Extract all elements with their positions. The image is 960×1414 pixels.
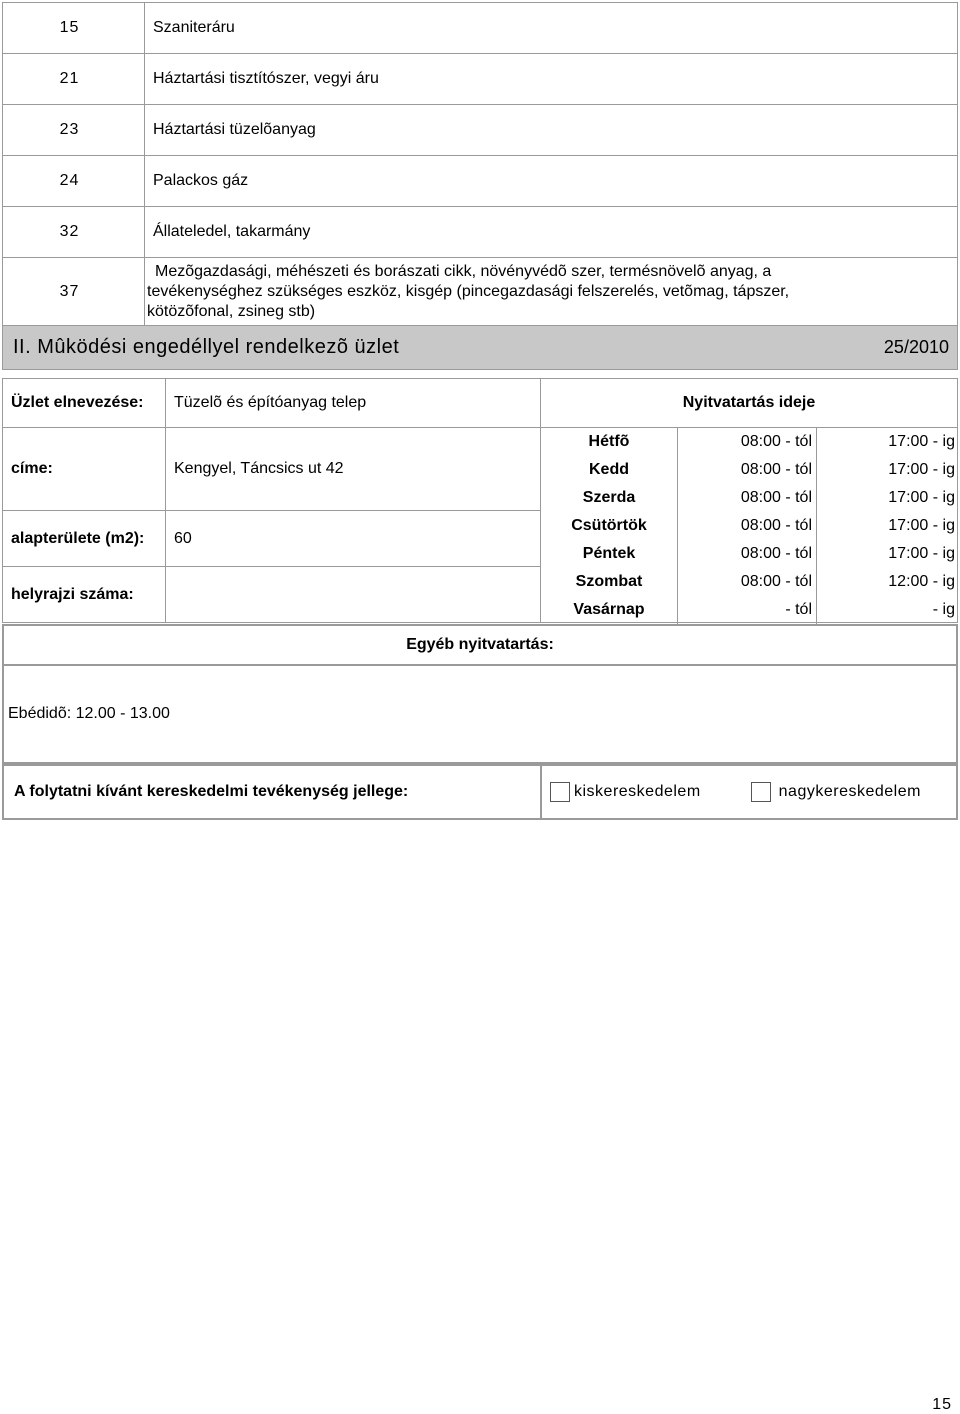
category-name: Palackos gáz bbox=[153, 172, 249, 189]
category-name-line: kötözõfonal, zsineg stb) bbox=[147, 303, 316, 320]
schedule-to: 17:00 - ig bbox=[888, 461, 955, 478]
schedule-from: - tól bbox=[678, 596, 817, 624]
other-hours-value: Ebédidõ: 12.00 - 13.00 bbox=[8, 705, 170, 722]
category-name bbox=[145, 258, 957, 326]
category-code: 23 bbox=[3, 105, 145, 155]
other-hours-box bbox=[2, 624, 958, 764]
schedule-to: 17:00 - ig bbox=[888, 433, 955, 450]
store-name-value: Tüzelõ és építóanyag telep bbox=[165, 378, 541, 428]
section-title: II. Mûködési engedéllyel rendelkezõ üzlet bbox=[13, 336, 400, 358]
schedule-to: 17:00 - ig bbox=[888, 517, 955, 534]
address-label: címe: bbox=[2, 427, 166, 511]
schedule-row bbox=[541, 596, 957, 624]
page-number: 15 bbox=[932, 1396, 952, 1413]
schedule-day: Hétfõ bbox=[541, 428, 678, 456]
table-row bbox=[2, 53, 958, 104]
table-row bbox=[2, 206, 958, 257]
category-code: 32 bbox=[3, 207, 145, 257]
store-name-label: Üzlet elnevezése: bbox=[2, 378, 166, 428]
section-date: 25/2010 bbox=[883, 337, 949, 357]
address-value: Kengyel, Táncsics ut 42 bbox=[165, 427, 541, 511]
schedule-to: 17:00 - ig bbox=[888, 489, 955, 506]
category-name: Háztartási tüzelõanyag bbox=[153, 121, 316, 138]
category-code: 15 bbox=[3, 3, 145, 53]
schedule-from: 08:00 - tól bbox=[678, 568, 817, 596]
category-code: 21 bbox=[3, 54, 145, 104]
schedule-from: 08:00 - tól bbox=[678, 512, 817, 540]
category-name: Háztartási tisztítószer, vegyi áru bbox=[153, 70, 379, 87]
category-code: 24 bbox=[3, 156, 145, 206]
schedule-from: 08:00 - tól bbox=[678, 540, 817, 568]
schedule-row bbox=[541, 568, 957, 596]
schedule-day: Szerda bbox=[541, 484, 678, 512]
table-row bbox=[2, 104, 958, 155]
schedule-to: 12:00 - ig bbox=[888, 573, 955, 590]
schedule-row bbox=[541, 428, 957, 456]
schedule-from: 08:00 - tól bbox=[678, 428, 817, 456]
activity-label: A folytatni kívánt kereskedelmi tevékenység jellege: bbox=[2, 764, 542, 820]
schedule-row bbox=[541, 484, 957, 512]
category-name-line: Mezõgazdasági, méhészeti és borászati cikk, növényvédõ szer, termésnövelõ anyag, a bbox=[155, 263, 772, 280]
opening-hours-schedule bbox=[540, 427, 958, 623]
lot-value bbox=[165, 566, 541, 623]
wholesale-checkbox[interactable] bbox=[751, 782, 771, 802]
schedule-day: Szombat bbox=[541, 568, 678, 596]
section-header bbox=[2, 325, 958, 370]
retail-checkbox[interactable] bbox=[550, 782, 570, 802]
hours-title: Nyitvatartás ideje bbox=[540, 378, 958, 428]
category-name: Állateledel, takarmány bbox=[153, 223, 311, 240]
table-row bbox=[2, 155, 958, 206]
area-value: 60 bbox=[165, 510, 541, 567]
schedule-from: 08:00 - tól bbox=[678, 484, 817, 512]
area-label: alapterülete (m2): bbox=[2, 510, 166, 567]
schedule-row bbox=[541, 456, 957, 484]
schedule-day: Péntek bbox=[541, 540, 678, 568]
schedule-day: Kedd bbox=[541, 456, 678, 484]
category-name: Szaniteráru bbox=[153, 19, 235, 36]
schedule-row bbox=[541, 540, 957, 568]
table-row bbox=[2, 2, 958, 53]
schedule-day: Vasárnap bbox=[541, 596, 678, 624]
activity-options bbox=[540, 764, 958, 820]
retail-label: kiskereskedelem bbox=[574, 783, 701, 800]
schedule-from: 08:00 - tól bbox=[678, 456, 817, 484]
schedule-row bbox=[541, 512, 957, 540]
table-row bbox=[2, 257, 958, 327]
schedule-to: - ig bbox=[932, 601, 955, 618]
category-code: 37 bbox=[3, 258, 145, 326]
schedule-to: 17:00 - ig bbox=[888, 545, 955, 562]
other-hours-label: Egyéb nyitvatartás: bbox=[4, 626, 956, 666]
category-name-line: tevékenységhez szükséges eszköz, kisgép (pincegazdasági felszerelés, vetõmag, tápszer, bbox=[147, 283, 790, 300]
wholesale-label: nagykereskedelem bbox=[778, 783, 921, 800]
schedule-day: Csütörtök bbox=[541, 512, 678, 540]
lot-label: helyrajzi száma: bbox=[2, 566, 166, 623]
category-table bbox=[2, 2, 958, 327]
